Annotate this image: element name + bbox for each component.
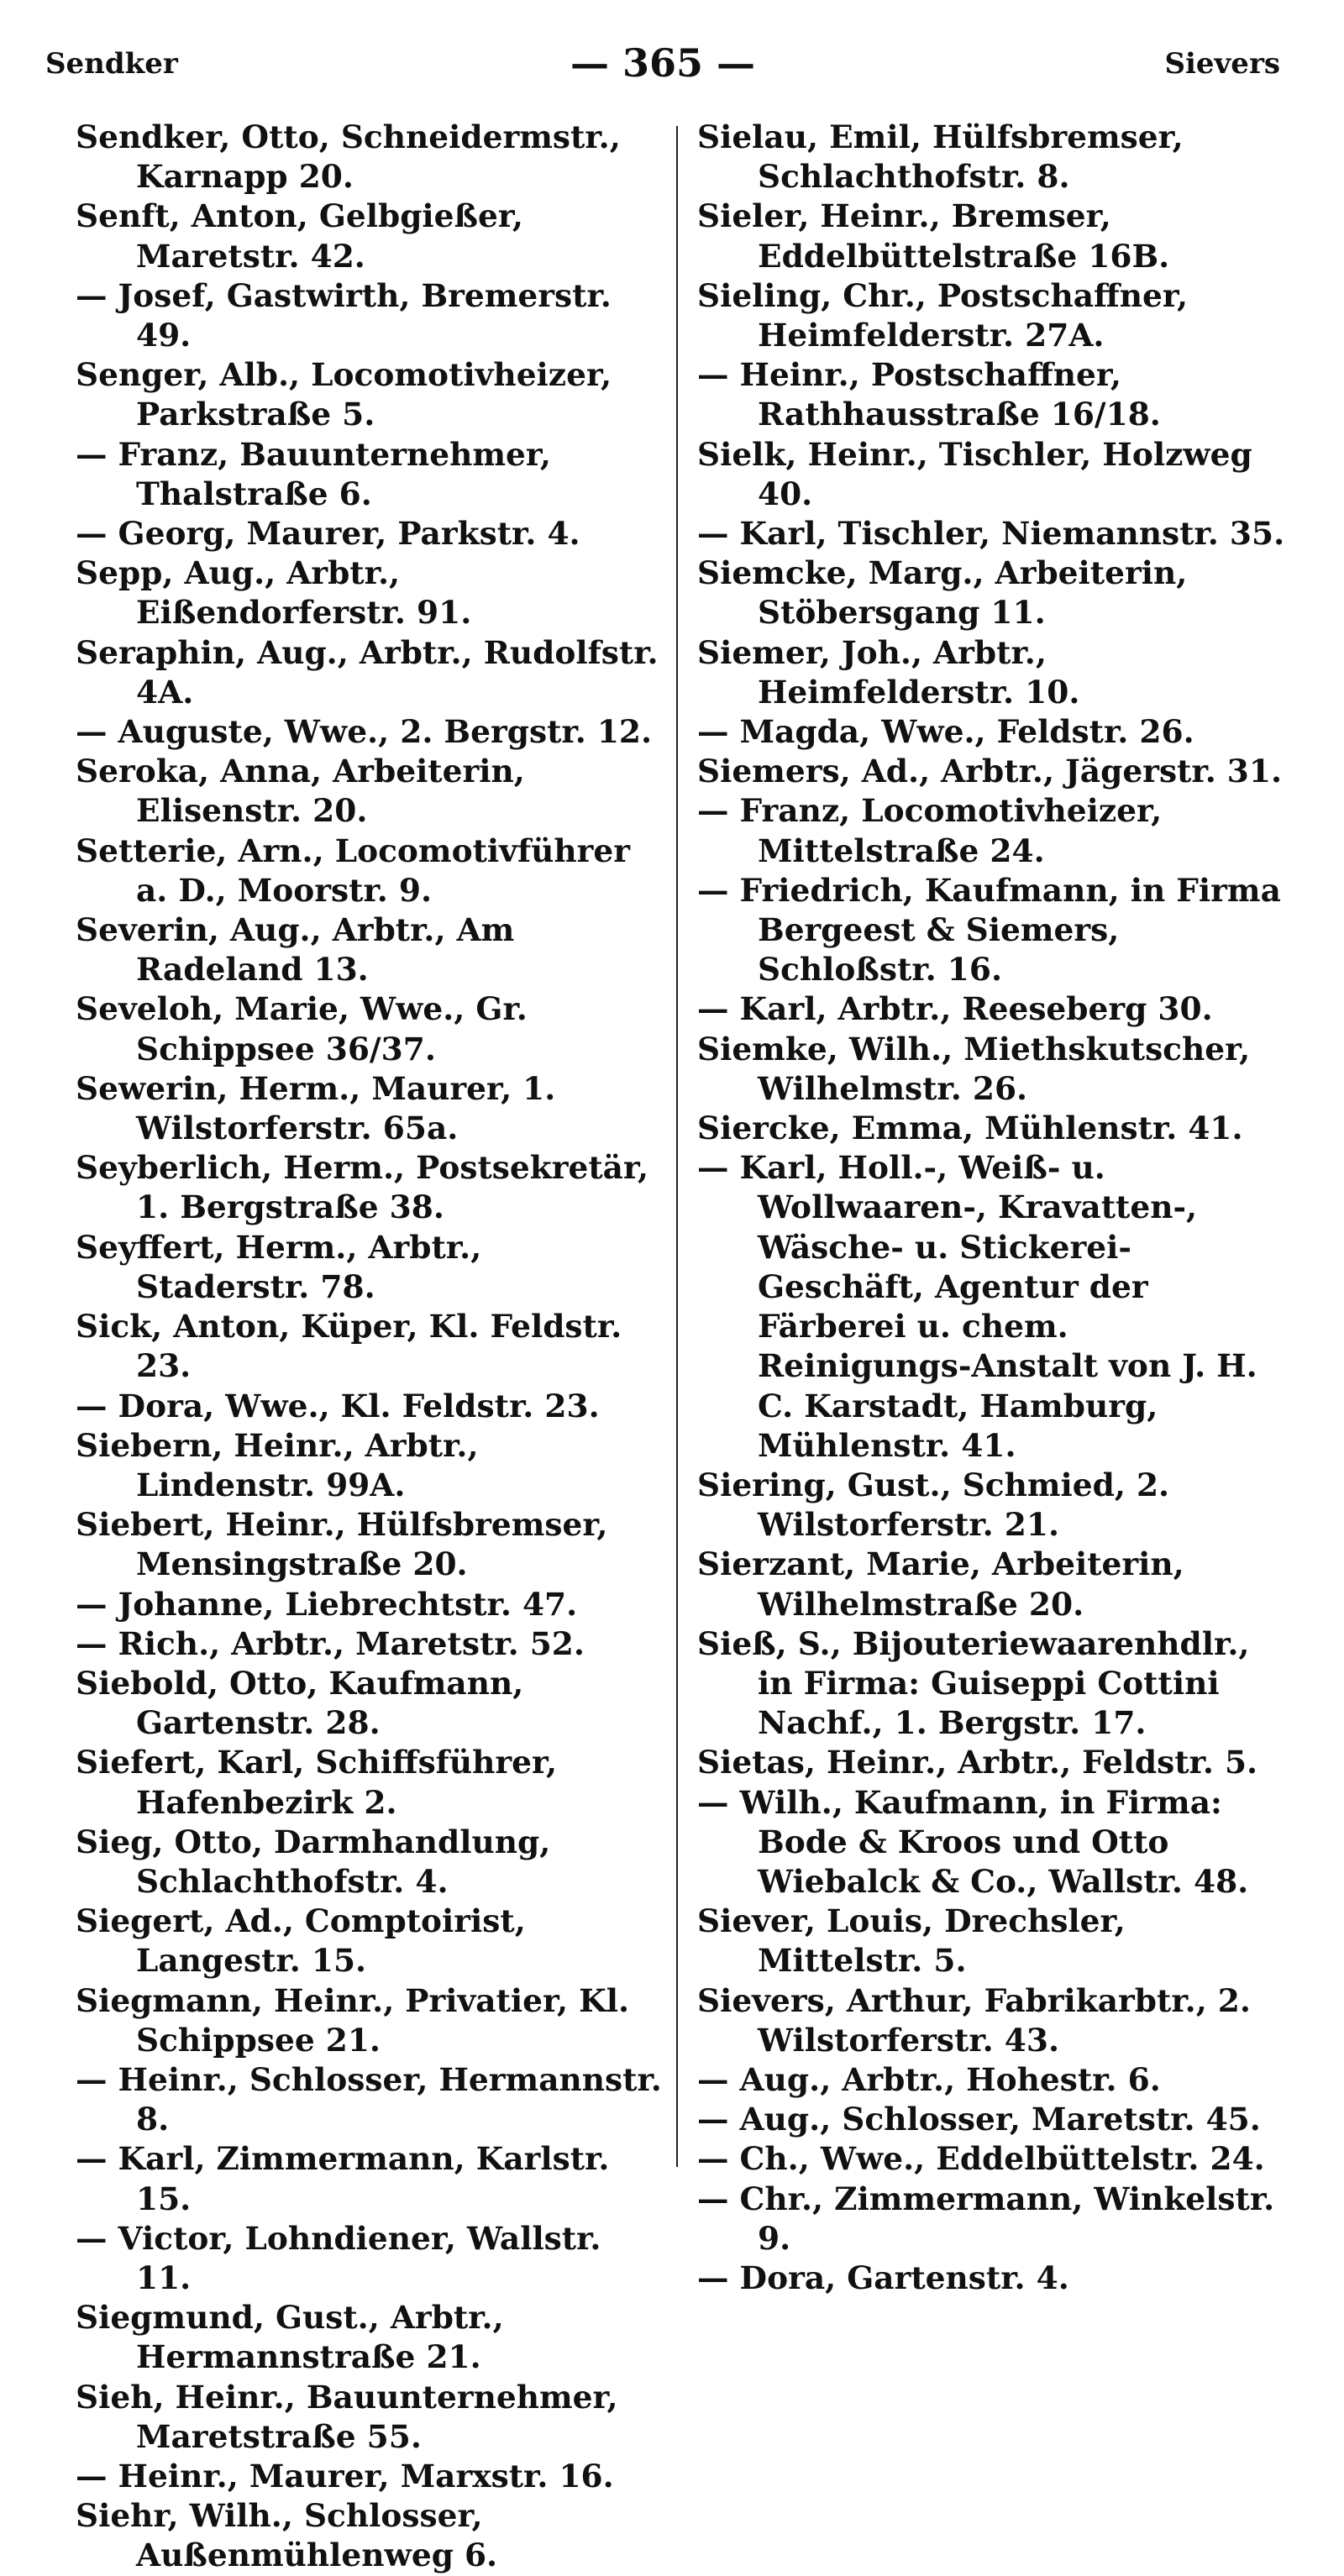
directory-entry: Seraphin, Aug., Arbtr., Rudolfstr. 4A. <box>76 633 659 711</box>
directory-entry: — Karl, Holl.-, Weiß- u. Wollwaaren-, Kravatten-, Wäsche- u. Stickerei-Geschäft, Agentur der Färberei u. chem. Reinigungs-Anstalt von J. H. C. Karstadt, Hamburg, Mühlenstr. 41. <box>697 1149 1257 1464</box>
directory-entry: Siemer, Joh., Arbtr., Heimfelderstr. 10. <box>697 633 1080 711</box>
page-number: — 365 — <box>570 40 756 86</box>
directory-entry: Seroka, Anna, Arbeiterin, Elisenstr. 20. <box>76 753 525 830</box>
directory-entry: — Heinr., Maurer, Marxstr. 16. <box>76 2457 614 2495</box>
directory-entry: — Victor, Lohndiener, Wallstr. 11. <box>76 2219 601 2296</box>
directory-entry: Siegert, Ad., Comptoirist, Langestr. 15. <box>76 1902 526 1980</box>
directory-entry: Siegmann, Heinr., Privatier, Kl. Schippsee 21. <box>76 1981 630 2059</box>
directory-entry: — Karl, Zimmermann, Karlstr. 15. <box>76 2140 610 2217</box>
directory-entry: — Dora, Gartenstr. 4. <box>697 2259 1069 2296</box>
directory-entry: Sierzant, Marie, Arbeiterin, Wilhelmstraße 20. <box>697 1545 1184 1623</box>
directory-entry: — Karl, Arbtr., Reeseberg 30. <box>697 990 1213 1028</box>
right-column <box>697 118 1285 2298</box>
directory-entry: — Franz, Locomotivheizer, Mittelstraße 24. <box>697 792 1163 869</box>
directory-entry: Seyffert, Herm., Arbtr., Staderstr. 78. <box>76 1228 482 1305</box>
directory-entry: Siegmund, Gust., Arbtr., Hermannstraße 21. <box>76 2299 504 2376</box>
directory-entry: Sieling, Chr., Postschaffner, Heimfelderstr. 27A. <box>697 276 1188 354</box>
directory-entry: Sielk, Heinr., Tischler, Holzweg 40. <box>697 435 1252 512</box>
directory-entry: Siebert, Heinr., Hülfsbremser, Mensingstraße 20. <box>76 1506 608 1583</box>
directory-entry: — Auguste, Wwe., 2. Bergstr. 12. <box>76 713 653 751</box>
directory-entry: Severin, Aug., Arbtr., Am Radeland 13. <box>76 911 515 989</box>
directory-entry: Siercke, Emma, Mühlenstr. 41. <box>697 1110 1243 1147</box>
directory-entry: Seyberlich, Herm., Postsekretär, 1. Bergstraße 38. <box>76 1149 649 1226</box>
directory-entry: Sick, Anton, Küper, Kl. Feldstr. 23. <box>76 1308 622 1385</box>
directory-entry: Siefert, Karl, Schiffsführer, Hafenbezirk 2. <box>76 1744 558 1821</box>
directory-entry: Sieh, Heinr., Bauunternehmer, Maretstraße 55. <box>76 2378 618 2455</box>
running-head <box>45 40 1280 91</box>
directory-entry: Siehr, Wilh., Schlosser, Außenmühlenweg 6. <box>76 2497 498 2574</box>
running-head-left: Sendker <box>45 47 178 81</box>
directory-entry: Sepp, Aug., Arbtr., Eißendorferstr. 91. <box>76 554 472 632</box>
directory-entry: — Magda, Wwe., Feldstr. 26. <box>697 713 1194 751</box>
directory-entry: — Friedrich, Kaufmann, in Firma Bergeest & Siemers, Schloßstr. 16. <box>697 871 1281 989</box>
directory-entry: Siebern, Heinr., Arbtr., Lindenstr. 99A. <box>76 1426 479 1503</box>
left-column <box>76 118 664 2576</box>
directory-entry: — Franz, Bauunternehmer, Thalstraße 6. <box>76 435 551 512</box>
directory-entry: — Josef, Gastwirth, Bremerstr. 49. <box>76 276 612 354</box>
directory-entry: — Chr., Zimmermann, Winkelstr. 9. <box>697 2180 1275 2257</box>
directory-entry: Seveloh, Marie, Wwe., Gr. Schippsee 36/37. <box>76 990 528 1068</box>
directory-entry: — Aug., Schlosser, Maretstr. 45. <box>697 2101 1261 2138</box>
directory-entry: Sendker, Otto, Schneidermstr., Karnapp 20. <box>76 118 621 196</box>
directory-entry: Sielau, Emil, Hülfsbremser, Schlachthofstr. 8. <box>697 118 1184 196</box>
directory-entry: Sewerin, Herm., Maurer, 1. Wilstorferstr. 65a. <box>76 1069 556 1147</box>
directory-entry: Sieß, S., Bijouteriewaarenhdlr., in Firma: Guiseppi Cottini Nachf., 1. Bergstr. 17. <box>697 1624 1250 1742</box>
directory-entry: Sieg, Otto, Darmhandlung, Schlachthofstr. 4. <box>76 1823 551 1900</box>
directory-entry: — Ch., Wwe., Eddelbüttelstr. 24. <box>697 2140 1265 2178</box>
column-divider <box>676 126 678 2167</box>
directory-entry: — Karl, Tischler, Niemannstr. 35. <box>697 515 1285 553</box>
directory-entry: — Heinr., Postschaffner, Rathhausstraße 16/18. <box>697 356 1161 433</box>
directory-entry: — Dora, Wwe., Kl. Feldstr. 23. <box>76 1387 600 1424</box>
directory-entry: Siemers, Ad., Arbtr., Jägerstr. 31. <box>697 753 1283 790</box>
directory-entry: — Heinr., Schlosser, Hermannstr. 8. <box>76 2060 662 2138</box>
directory-entry: Siemcke, Marg., Arbeiterin, Stöbersgang 11. <box>697 554 1188 632</box>
directory-entry: — Aug., Arbtr., Hohestr. 6. <box>697 2060 1161 2098</box>
directory-entry: Siebold, Otto, Kaufmann, Gartenstr. 28. <box>76 1664 524 1742</box>
directory-entry: — Rich., Arbtr., Maretstr. 52. <box>76 1624 585 1662</box>
directory-entry: Siering, Gust., Schmied, 2. Wilstorferstr. 21. <box>697 1466 1170 1544</box>
running-head-right: Sievers <box>1164 47 1280 81</box>
directory-entry: — Johanne, Liebrechtstr. 47. <box>76 1585 578 1623</box>
directory-entry: Siemke, Wilh., Miethskutscher, Wilhelmstr. 26. <box>697 1030 1251 1107</box>
directory-entry: Siever, Louis, Drechsler, Mittelstr. 5. <box>697 1902 1126 1980</box>
directory-entry: — Wilh., Kaufmann, in Firma: Bode & Kroos und Otto Wiebalck & Co., Wallstr. 48. <box>697 1783 1249 1900</box>
directory-entry: Sievers, Arthur, Fabrikarbtr., 2. Wilstorferstr. 43. <box>697 1981 1251 2059</box>
directory-entry: Setterie, Arn., Locomotivführer a. D., Moorstr. 9. <box>76 832 631 909</box>
directory-entry: — Georg, Maurer, Parkstr. 4. <box>76 515 580 553</box>
directory-entry: Sieler, Heinr., Bremser, Eddelbüttelstraße 16B. <box>697 197 1170 275</box>
directory-entry: Sietas, Heinr., Arbtr., Feldstr. 5. <box>697 1744 1258 1781</box>
directory-entry: Senger, Alb., Locomotivheizer, Parkstraße 5. <box>76 356 612 433</box>
directory-entry: Senft, Anton, Gelbgießer, Maretstr. 42. <box>76 197 523 275</box>
